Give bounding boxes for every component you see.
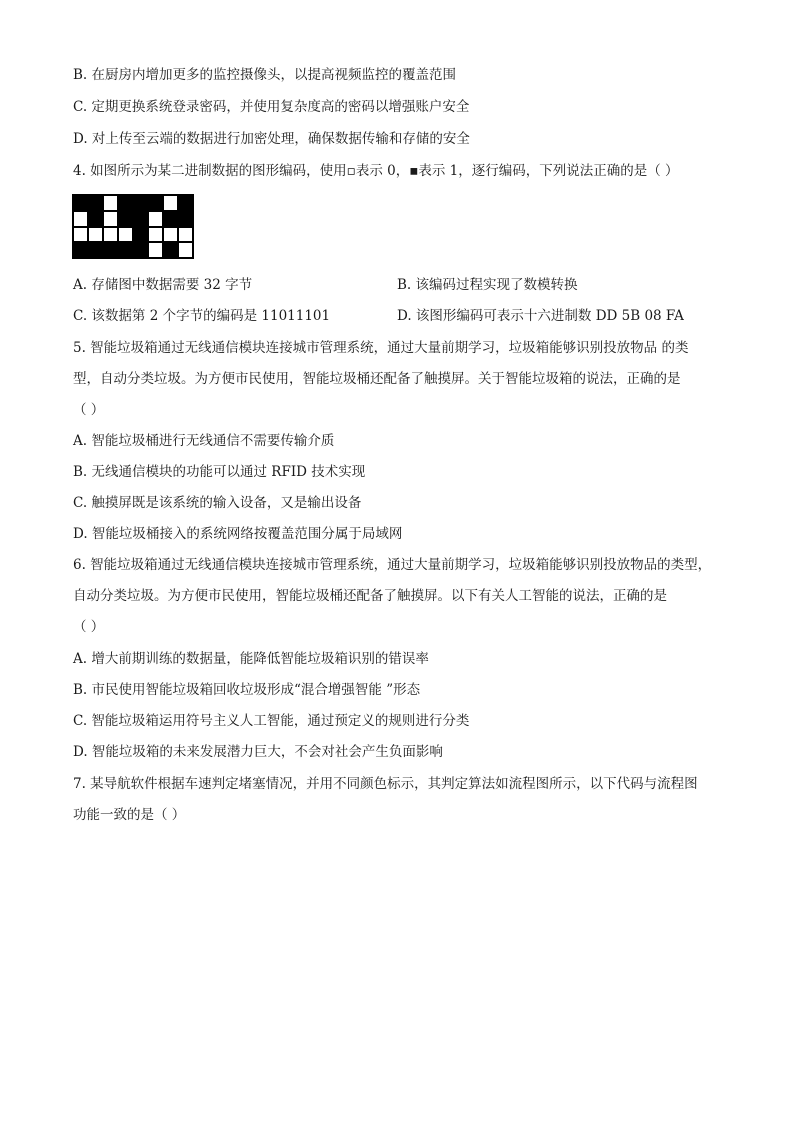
- black-cell: [118, 242, 133, 258]
- black-cell: [118, 211, 133, 227]
- text-line: B. 无线通信模块的功能可以通过 RFID 技术实现: [73, 464, 366, 480]
- white-cell: [148, 242, 163, 258]
- white-cell: [148, 227, 163, 243]
- black-cell: [133, 211, 148, 227]
- black-cell: [88, 195, 103, 211]
- white-cell: [178, 227, 193, 243]
- text-line: A. 增大前期训练的数据量，能降低智能垃圾箱识别的错误率: [73, 651, 429, 667]
- text-line: A. 智能垃圾桶进行无线通信不需要传输介质: [73, 433, 335, 449]
- text-line: 6. 智能垃圾箱通过无线通信模块连接城市管理系统，通过大量前期学习，垃圾箱能够识别投放物品的类型，: [73, 557, 712, 573]
- text-line: C. 定期更换系统登录密码，并使用复杂度高的密码以增强账户安全: [73, 99, 470, 115]
- text-line: D. 对上传至云端的数据进行加密处理，确保数据传输和存储的安全: [73, 131, 470, 147]
- white-cell: [178, 242, 193, 258]
- white-cell: [163, 227, 178, 243]
- text-line: 5. 智能垃圾箱通过无线通信模块连接城市管理系统，通过大量前期学习，垃圾箱能够识别投放物品 的类: [73, 340, 689, 356]
- black-cell: [178, 195, 193, 211]
- text-line: A. 存储图中数据需要 32 字节: [73, 277, 253, 293]
- text-line: D. 该图形编码可表示十六进制数 DD 5B 08 FA: [397, 308, 684, 324]
- white-cell: [163, 195, 178, 211]
- text-line: 型，自动分类垃圾。为方便市民使用，智能垃圾桶还配备了触摸屏。关于智能垃圾箱的说法，正确的是: [73, 371, 681, 387]
- black-cell: [163, 242, 178, 258]
- black-cell: [133, 195, 148, 211]
- black-cell: [73, 242, 88, 258]
- text-line: 自动分类垃圾。为方便市民使用，智能垃圾桶还配备了触摸屏。以下有关人工智能的说法，正确的是: [73, 588, 667, 604]
- white-cell: [103, 195, 118, 211]
- black-cell: [88, 242, 103, 258]
- black-cell: [133, 242, 148, 258]
- text-line: C. 该数据第 2 个字节的编码是 11011101: [73, 308, 331, 324]
- black-cell: [73, 195, 88, 211]
- black-cell: [103, 242, 118, 258]
- white-cell: [118, 227, 133, 243]
- black-cell: [88, 211, 103, 227]
- white-cell: [73, 227, 88, 243]
- white-cell: [148, 211, 163, 227]
- text-line: （ ）: [73, 619, 105, 635]
- text-line: C. 触摸屏既是该系统的输入设备，又是输出设备: [73, 495, 362, 511]
- text-line: B. 市民使用智能垃圾箱回收垃圾形成“混合增强智能 ”形态: [73, 682, 421, 698]
- black-cell: [178, 211, 193, 227]
- text-line: 7. 某导航软件根据车速判定堵塞情况，并用不同颜色标示，其判定算法如流程图所示，以下代码与流程图: [73, 776, 698, 792]
- text-line: D. 智能垃圾箱的未来发展潜力巨大，不会对社会产生负面影响: [73, 744, 443, 760]
- text-line: C. 智能垃圾箱运用符号主义人工智能，通过预定义的规则进行分类: [73, 713, 470, 729]
- text-line: 功能一致的是（ ）: [73, 807, 186, 823]
- text-line: D. 智能垃圾桶接入的系统网络按覆盖范围分属于局域网: [73, 526, 403, 542]
- binary-graphic-grid: [72, 194, 194, 259]
- black-cell: [148, 195, 163, 211]
- text-line: B. 在厨房内增加更多的监控摄像头，以提高视频监控的覆盖范围: [73, 67, 457, 83]
- black-cell: [118, 195, 133, 211]
- text-line: （ ）: [73, 402, 105, 418]
- white-cell: [88, 227, 103, 243]
- white-cell: [73, 211, 88, 227]
- white-cell: [103, 227, 118, 243]
- text-line: B. 该编码过程实现了数模转换: [397, 277, 578, 293]
- white-cell: [103, 211, 118, 227]
- text-line: 4. 如图所示为某二进制数据的图形编码，使用▫表示 0，▪表示 1，逐行编码，下列说法正确的是（ ）: [73, 163, 679, 179]
- black-cell: [163, 211, 178, 227]
- black-cell: [133, 227, 148, 243]
